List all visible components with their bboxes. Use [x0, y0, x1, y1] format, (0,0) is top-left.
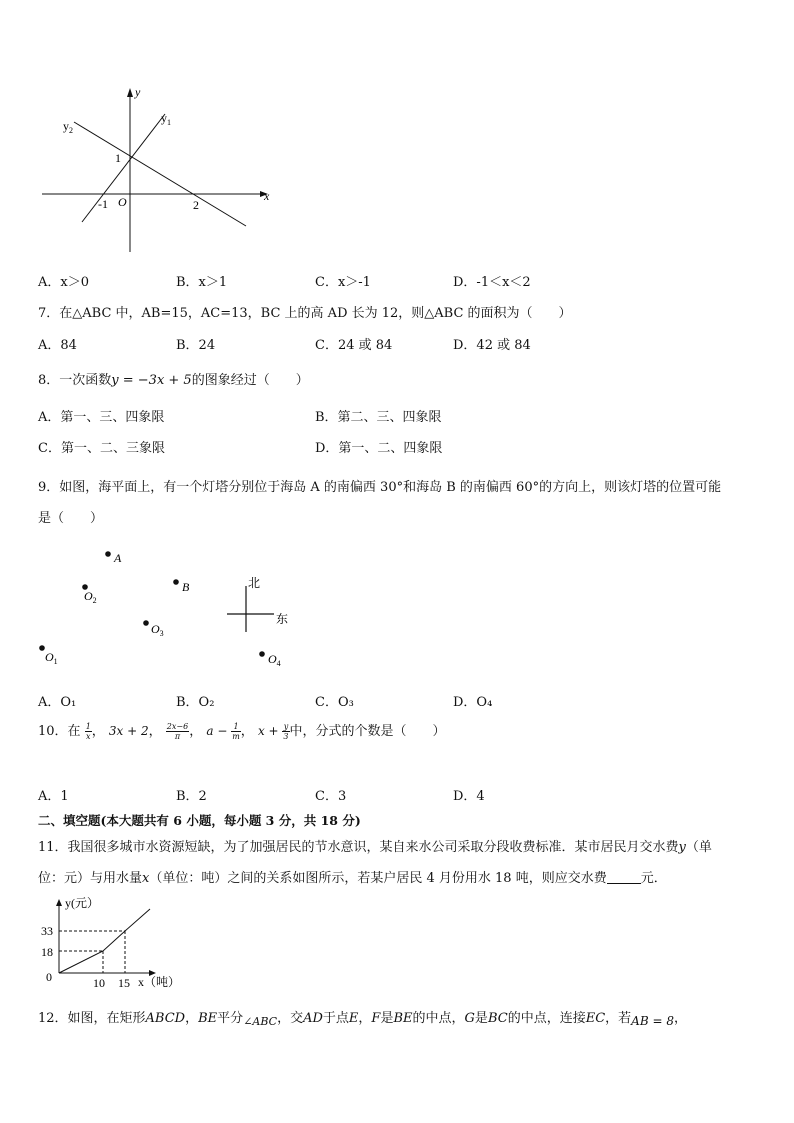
q11-answer-blank[interactable] [607, 871, 641, 884]
tick-18: 18 [41, 945, 53, 959]
q10-option-b[interactable]: B．2 [176, 789, 207, 804]
north-label: 北 [248, 576, 261, 590]
expr-a-minus-1-over-m: a − $\frac{1}{m}$ [206, 722, 240, 741]
y-axis-arrow-icon [56, 899, 62, 906]
label-o4: $O_4$ [268, 652, 281, 668]
q9-option-b[interactable]: B．O₂ [176, 695, 215, 710]
tick-33: 33 [41, 924, 53, 938]
tick-10: 10 [93, 976, 105, 990]
q9-stem-line1: 9．如图，海平面上，有一个灯塔分别位于海岛 A 的南偏西 30°和海岛 B 的南偏西 60°的方向上，则该灯塔的位置可能 [38, 480, 722, 495]
label-o2: $O_2$ [84, 589, 97, 605]
x-intercept-neg-label: -1 [98, 197, 108, 211]
q7-stem: 7．在△ABC 中，AB=15，AC=13，BC 上的高 AD 长为 12，则△ABC 的面积为（ ） [38, 306, 572, 321]
q12-stem: 12．如图，在矩形ABCD，BE平分$_{\angle ABC}$，交AD于点E，F是BE的中点，G是BC的中点，连接EC，若AB = 8， [38, 1011, 687, 1028]
y-intercept-label: 1 [115, 151, 121, 165]
tick-15: 15 [118, 976, 130, 990]
point-b [173, 579, 179, 585]
expr-2x-minus-6-over-pi: $\frac{2x-6}{\pi}$ [166, 722, 189, 741]
q9-option-a[interactable]: A．O₁ [38, 695, 77, 710]
q6-option-b[interactable]: B．x＞1 [176, 275, 228, 290]
x-intercept-2-label: 2 [193, 198, 199, 212]
x-axis-label: x（吨） [138, 975, 181, 989]
q8-option-b[interactable]: B．第二、三、四象限 [315, 410, 442, 425]
east-label: 东 [276, 612, 289, 626]
fee-line [59, 909, 150, 973]
origin-label: O [118, 195, 127, 209]
expr-1-over-x: $\frac{1}{x}$ [85, 722, 91, 741]
label-o3: $O_3$ [151, 622, 164, 638]
y-axis-arrow-icon [127, 88, 133, 97]
point-a [105, 551, 111, 557]
q6-option-d[interactable]: D．-1＜x＜2 [453, 275, 531, 290]
q11-line2: 位：元）与用水量x（单位：吨）之间的关系如图所示，若某户居民 4 月份用水 18 吨，则应交水费 元． [38, 871, 667, 886]
q9-option-c[interactable]: C．O₃ [315, 695, 354, 710]
q8-option-d[interactable]: D．第一、二、四象限 [315, 441, 443, 456]
q7-option-c[interactable]: C．24 或 84 [315, 338, 393, 353]
q10-option-c[interactable]: C．3 [315, 789, 347, 804]
linear-functions-graph [38, 82, 278, 254]
y1-label: $y_1$ [161, 111, 171, 127]
expr-x-plus-y-over-3: x + $\frac{y}{3}$ [257, 722, 289, 741]
q7-option-b[interactable]: B．24 [176, 338, 216, 353]
q9-stem-line2: 是（ ） [38, 511, 104, 526]
q7-option-d[interactable]: D．42 或 84 [453, 338, 531, 353]
q8-formula: y = −3x + 5 [111, 373, 192, 388]
q10-option-a[interactable]: A．1 [38, 789, 69, 804]
q9-option-d[interactable]: D．O₄ [453, 695, 493, 710]
origin-label: 0 [46, 970, 52, 984]
q11-line1: 11．我国很多城市水资源短缺，为了加强居民的节水意识，某自来水公司采取分段收费标准．某市居民月交水费y（单 [38, 840, 712, 855]
label-b: B [182, 580, 190, 594]
q8-option-c[interactable]: C．第一、二、三象限 [38, 441, 165, 456]
section-2-title: 二、填空题(本大题共有 6 小题，每小题 3 分，共 18 分) [38, 813, 361, 828]
q7-option-a[interactable]: A．84 [38, 338, 77, 353]
label-a: A [114, 551, 122, 565]
expr-3x-plus-2: 3x + 2 [108, 724, 149, 738]
y-axis-label: y [135, 85, 141, 99]
q6-option-a[interactable]: A．x＞0 [38, 275, 89, 290]
q8-stem: 8．一次函数y = −3x + 5的图象经过（ ） [38, 373, 309, 388]
point-o3 [143, 620, 149, 626]
q10-stem: 10．在 $\frac{1}{x}$ ， 3x + 2， $\frac{2x-6}{\pi}$ ， a − $\frac{1}{m}$ ， x + $\frac{y}{3}$ 中，分式的个数是（ ） [38, 722, 446, 741]
q10-option-d[interactable]: D．4 [453, 789, 485, 804]
label-o1: $O_1$ [45, 650, 58, 666]
q8-option-a[interactable]: A．第一、三、四象限 [38, 410, 165, 425]
q6-option-c[interactable]: C．x＞-1 [315, 275, 371, 290]
water-fee-graph [34, 893, 194, 993]
point-o4 [259, 651, 265, 657]
point-o1 [39, 645, 45, 651]
x-axis-label: x [264, 189, 270, 203]
y-axis-label: y(元） [65, 896, 99, 910]
y2-label: $y_2$ [63, 119, 73, 135]
lighthouse-map [30, 540, 310, 680]
